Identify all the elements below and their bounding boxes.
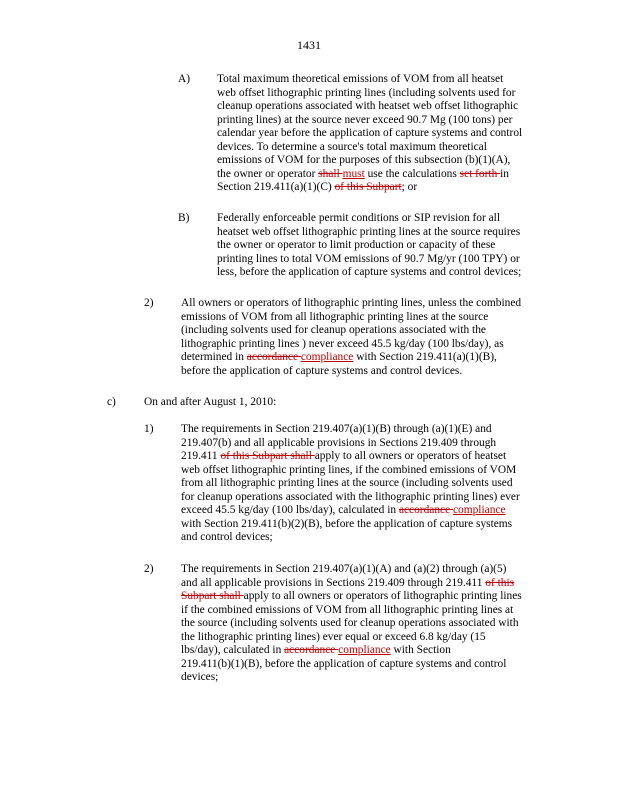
deleted-text: of this Subpart shall xyxy=(220,450,315,462)
text-line xyxy=(181,671,522,685)
text-line xyxy=(144,396,276,410)
text-run: the owner or operator to limit production or capacity of these xyxy=(217,239,496,251)
text-line xyxy=(181,491,520,505)
paragraph-b-1-a xyxy=(217,73,522,195)
text-line xyxy=(181,504,520,518)
text-run: from all lithographic printing lines at the source (including solvents used xyxy=(181,477,513,489)
text-run: use the calculations xyxy=(364,167,460,180)
deleted-text: of this xyxy=(485,576,515,589)
text-run: web offset lithographic printing lines, if the combined emissions of VOM xyxy=(181,463,517,476)
item-label-b-2: 2) xyxy=(144,297,154,309)
item-label-b-1-b: B) xyxy=(178,212,190,224)
text-line xyxy=(181,658,522,672)
text-line xyxy=(181,365,521,379)
text-line xyxy=(181,577,522,591)
item-label-c-1: 1) xyxy=(144,423,154,435)
text-run: cleanup operations associated with heatset web offset lithographic xyxy=(217,100,519,112)
text-run: the source (including solvents used for cleanup operations associated with xyxy=(181,617,519,629)
text-run: On and after August 1, 2010: xyxy=(144,396,277,408)
item-label-c: c) xyxy=(107,396,116,408)
text-line xyxy=(181,450,520,464)
text-line xyxy=(181,338,521,352)
text-line xyxy=(181,604,522,618)
text-line xyxy=(181,324,521,338)
paragraph-c-2 xyxy=(181,563,522,685)
inserted-text: must xyxy=(342,167,365,180)
text-line xyxy=(217,141,522,155)
text-run: Total maximum theoretical emissions of VOM from all heatset xyxy=(217,73,504,85)
deleted-text: of this Subpart xyxy=(334,181,402,193)
text-run: and all applicable provisions in Sections 219.409 through 219.411 xyxy=(181,576,486,589)
text-run: heatset web offset lithographic printing lines at the source requires xyxy=(217,225,521,238)
text-run: The requirements in Section 219.407(a)(1)(A) and (a)(2) through (a)(5) xyxy=(181,563,507,575)
deleted-text: shall xyxy=(318,167,343,180)
text-run: devices; xyxy=(181,671,219,683)
text-run: 219.411(b)(1)(B), before the application of capture systems and control xyxy=(181,657,507,670)
text-run: web offset lithographic printing lines (including solvents used for xyxy=(217,86,516,99)
text-run: in xyxy=(500,167,510,180)
text-line xyxy=(181,631,522,645)
text-line xyxy=(217,154,522,168)
text-run: with Section 219.411(a)(1)(B), xyxy=(353,351,497,363)
inserted-text: compliance xyxy=(453,504,506,516)
text-line xyxy=(181,464,520,478)
item-label-b-1-a: A) xyxy=(178,73,191,85)
text-run: ; or xyxy=(401,181,418,193)
text-run: Section 219.411(a)(1)(C) xyxy=(217,181,335,193)
text-run: emissions of VOM for the purposes of this subsection (b)(1)(A), xyxy=(217,154,511,166)
text-run: exceed 45.5 kg/day (100 lbs/day), calculated in xyxy=(181,504,399,516)
text-run: All owners or operators of lithographic printing lines, unless the combined xyxy=(181,297,522,309)
text-line xyxy=(181,477,520,491)
text-line xyxy=(181,311,521,325)
text-run: calendar year before the application of capture systems and control xyxy=(217,127,523,139)
text-line xyxy=(217,73,522,87)
text-line xyxy=(181,297,521,311)
text-run: and control devices; xyxy=(181,531,273,543)
item-label-c-2: 2) xyxy=(144,563,154,575)
text-line xyxy=(217,168,522,182)
text-run: (including solvents used for cleanup operations associated with the xyxy=(181,324,486,336)
paragraph-b-2 xyxy=(181,297,521,378)
text-run: lithographic printing lines ) never exceed 45.5 kg/day (100 lbs/day), as xyxy=(181,337,504,350)
text-run: emissions of VOM from all lithographic printing lines at the source xyxy=(181,310,489,323)
text-run: The requirements in Section 219.407(a)(1)(B) through (a)(1)(E) and xyxy=(181,423,492,435)
text-run: apply to all owners or operators of heatset xyxy=(314,450,507,462)
paragraph-c-1 xyxy=(181,423,520,545)
text-run: less, before the application of capture systems and control devices; xyxy=(217,266,522,278)
text-line xyxy=(181,590,522,604)
deleted-text: accordance xyxy=(284,644,339,656)
text-run: the lithographic printing lines) ever equal or exceed 6.8 kg/day (15 xyxy=(181,630,486,643)
text-line xyxy=(181,563,522,577)
text-line xyxy=(181,423,520,437)
text-run: the owner or operator xyxy=(217,167,319,180)
deleted-text: Subpart shall xyxy=(181,590,244,602)
text-line xyxy=(217,100,522,114)
text-line xyxy=(181,437,520,451)
text-run: lbs/day), calculated in xyxy=(181,644,285,656)
text-run: printing lines to total VOM emissions of 90.7 Mg/yr (100 TPY) or xyxy=(217,252,520,265)
text-line xyxy=(217,212,521,226)
text-line xyxy=(217,226,521,240)
text-run: with Section xyxy=(390,644,451,656)
text-run: if the combined emissions of VOM from all lithographic printing lines at xyxy=(181,603,514,616)
text-run: before the application of capture systems and control devices. xyxy=(181,364,463,377)
text-run: devices. To determine a source's total maximum theoretical xyxy=(217,140,487,153)
text-line xyxy=(181,351,521,365)
text-run: 219.407(b) and all applicable provisions in Sections 219.409 through xyxy=(181,436,497,449)
text-line xyxy=(217,181,522,195)
text-line xyxy=(217,266,521,280)
text-line xyxy=(181,531,520,545)
text-run: printing lines) at the source never exceed 90.7 Mg (100 tons) per xyxy=(217,113,513,126)
text-line xyxy=(217,114,522,128)
text-run: with Section 219.411(b)(2)(B), before the application of capture systems xyxy=(181,517,513,530)
paragraph-c xyxy=(144,396,276,410)
text-line xyxy=(217,87,522,101)
page-number: 1431 xyxy=(297,38,321,52)
deleted-text: set forth xyxy=(459,167,501,180)
text-run: Federally enforceable permit conditions or SIP revision for all xyxy=(217,212,500,224)
text-line xyxy=(181,518,520,532)
text-line xyxy=(217,239,521,253)
text-run: apply to all owners or operators of lithographic printing lines xyxy=(243,590,522,602)
text-run: 219.411 xyxy=(181,450,221,462)
inserted-text: compliance xyxy=(300,351,354,363)
text-line xyxy=(181,617,522,631)
text-run: for cleanup operations associated with the lithographic printing lines) ever xyxy=(181,490,520,503)
text-line xyxy=(217,253,521,267)
inserted-text: compliance xyxy=(338,644,391,656)
deleted-text: accordance xyxy=(398,504,453,516)
text-line xyxy=(217,127,522,141)
paragraph-b-1-b xyxy=(217,212,521,280)
text-line xyxy=(181,644,522,658)
text-run: determined in xyxy=(181,351,247,363)
deleted-text: accordance xyxy=(246,351,301,363)
